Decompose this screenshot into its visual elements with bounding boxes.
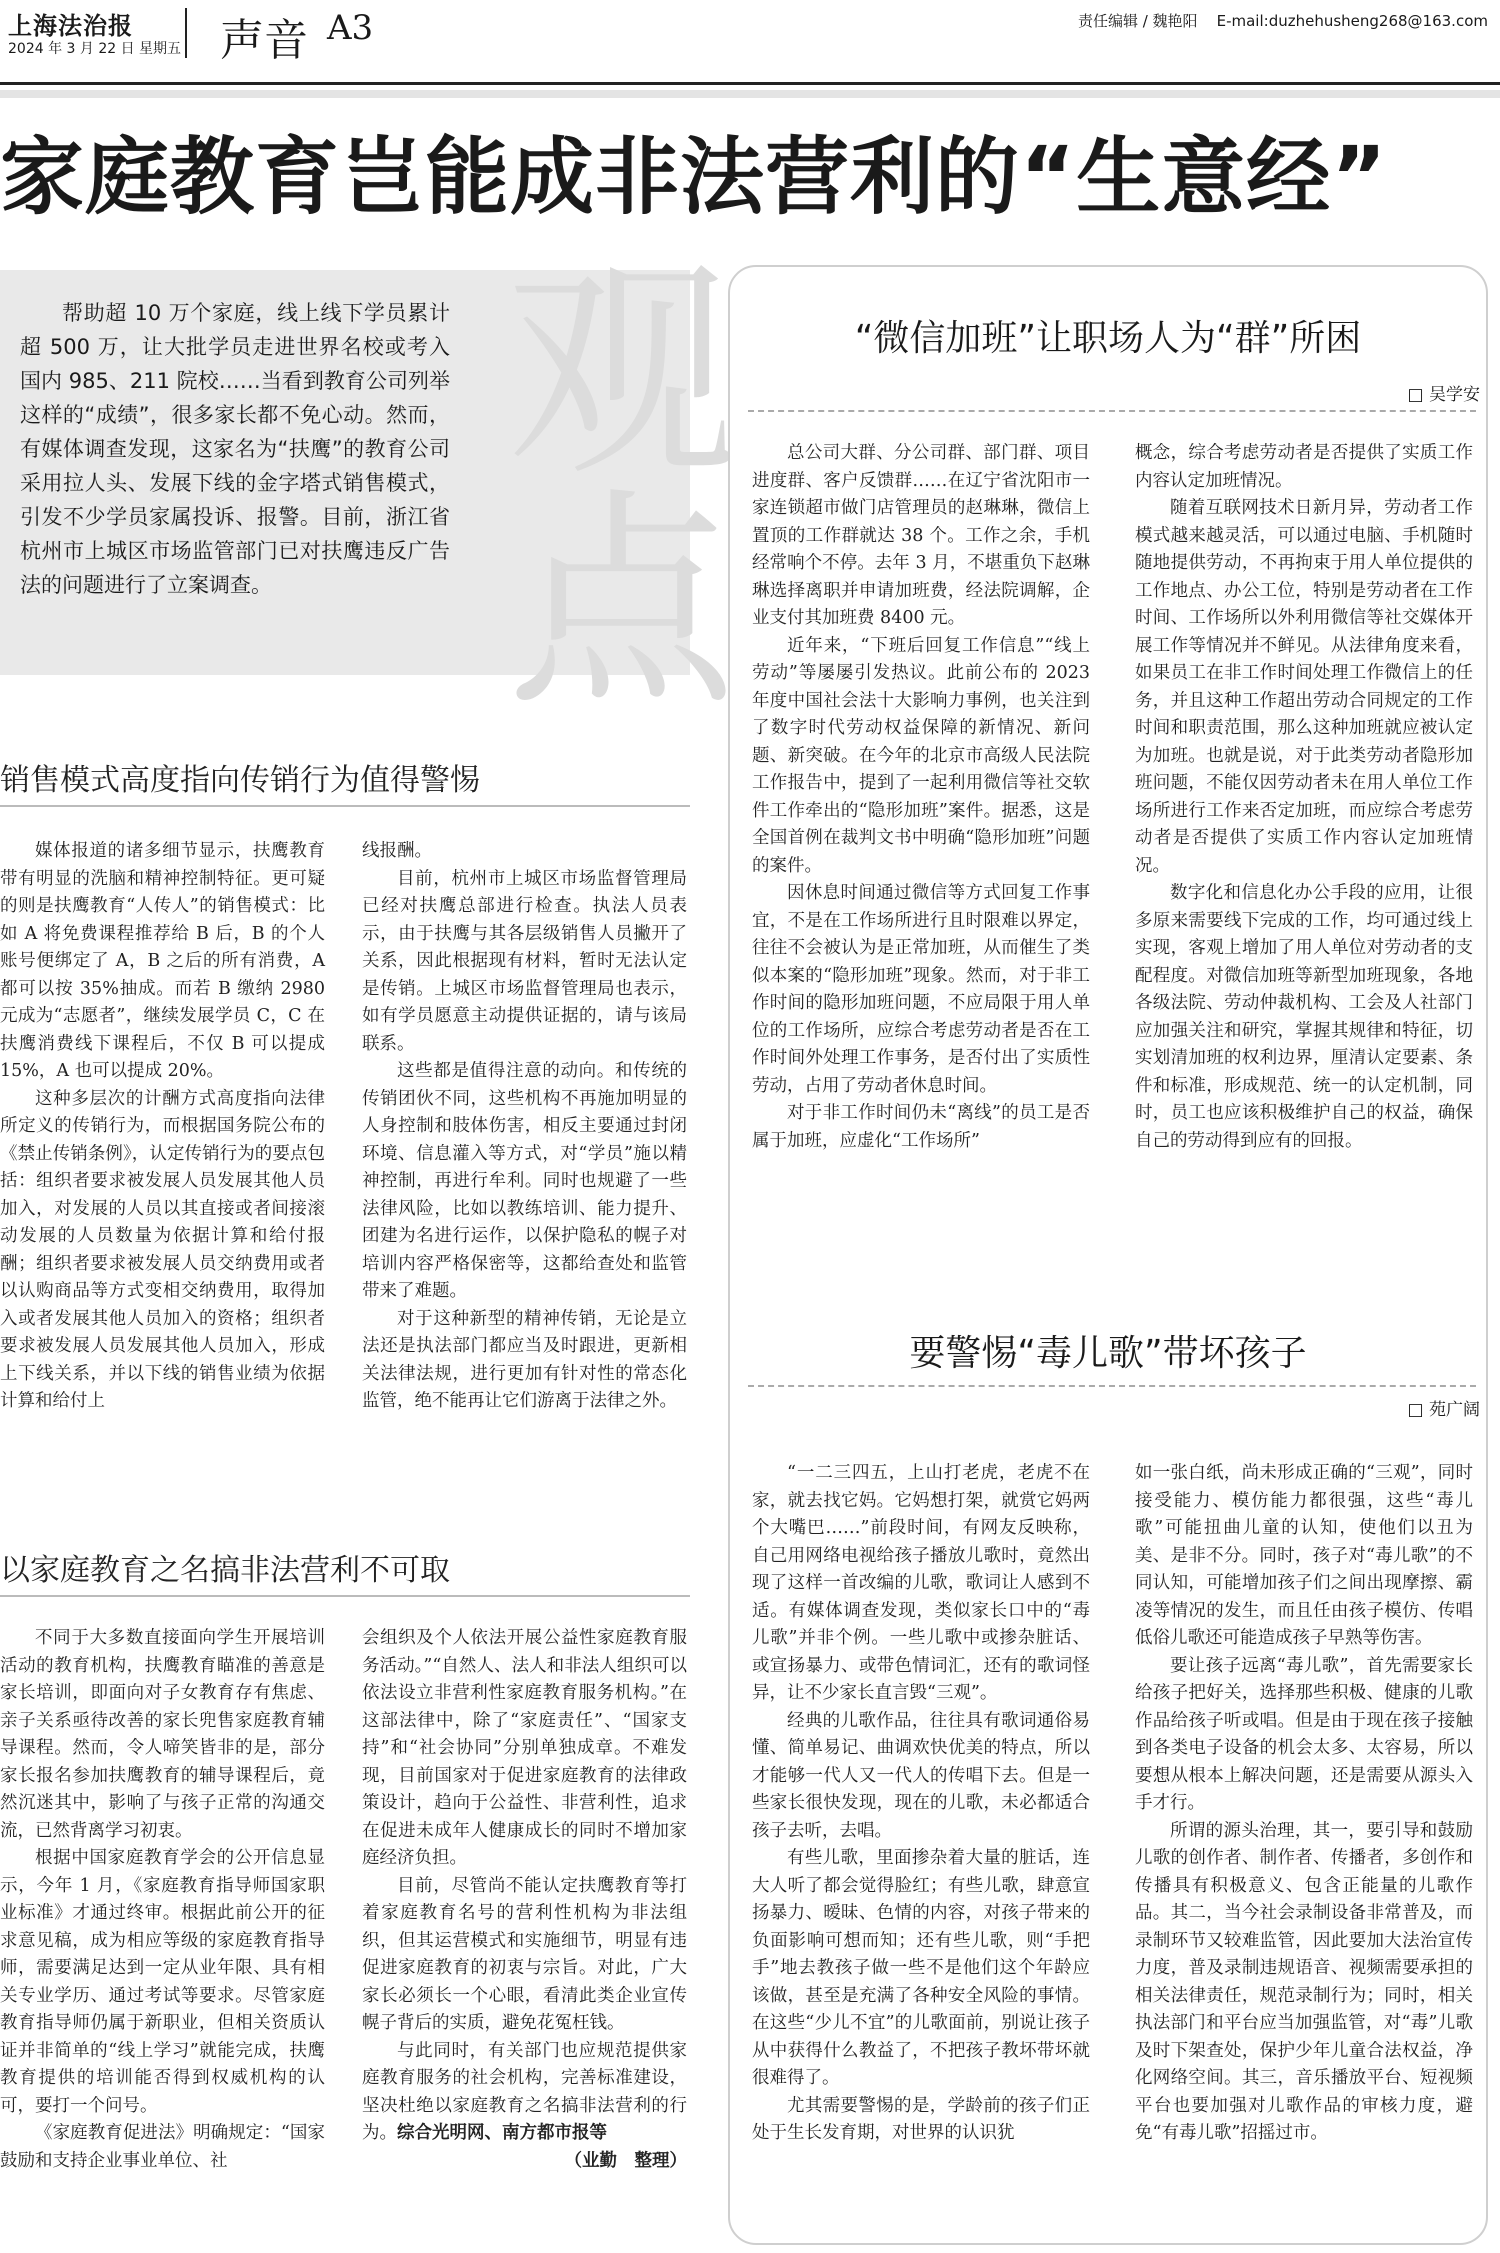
editor-info [1078, 10, 1488, 31]
box-article2-right-column [1135, 1460, 1473, 2148]
box-article1-rule [748, 410, 1476, 412]
top-band [0, 90, 1500, 98]
box-article2-byline: □ 苑广阔 [1407, 1400, 1480, 1420]
box-article2-rule [748, 1385, 1476, 1387]
paragraph: 有些儿歌，里面掺杂着大量的脏话，连大人听了都会觉得脸红；有些儿歌，肆意宣扬暴力、暧昧、色情的内容，对孩子带来的负面影响可想而知；还有些儿歌，则“手把手”地去教孩子做一些不是他们这个年龄应该做，甚至是充满了各种安全风险的事情。在这些“少儿不宜”的儿歌面前，别说让孩子从中获得什么教益了，不把孩子教坏带坏就很难得了。 [752, 1848, 1090, 2088]
paragraph: 因休息时间通过微信等方式回复工作事宜，不是在工作场所进行且时限难以界定，往往不会被认为是正常加班，从而催生了类似本案的“隐形加班”现象。然而，对于非工作时间的隐形加班问题，不应局限于用人单位的工作场所，应综合考虑劳动者是否在工作时间外处理工作事务，是否付出了实质性劳动，占用了劳动者休息时间。 [752, 883, 1090, 1096]
box-article1-byline: □ 吴学安 [1407, 385, 1480, 405]
editor-label: 责任编辑 / 魏艳阳 [1077, 12, 1198, 30]
paragraph: 根据中国家庭教育学会的公开信息显示，今年 1 月，《家庭教育指导师国家职业标准》才通过终审。根据此前公开的征求意见稿，成为相应等级的家庭教育指导师，需要满足达到一定从业年限、具有相关专业学历、通过考试等要求。尽管家庭教育指导师仍属于新职业，但相关资质认证并非简单的“线上学习”就能完成，扶鹰教育提供的培训能否得到权威机构的认可，要打一个问号。 [0, 1848, 325, 2116]
paragraph: “一二三四五，上山打老虎，老虎不在家，就去找它妈。它妈想打架，就赏它妈两个大嘴巴……”前段时间，有网友反映称，自己用网络电视给孩子播放儿歌时，竟然出现了这样一首改编的儿歌，歌词让人感到不适。有媒体调查发现，类似家长口中的“毒儿歌”并非个例。一些儿歌中或掺杂脏话、或宣扬暴力、或带色情词汇，还有的歌词怪异，让不少家长直言毁“三观”。 [752, 1463, 1090, 1703]
paragraph: 媒体报道的诸多细节显示，扶鹰教育带有明显的洗脑和精神控制特征。更可疑的则是扶鹰教育“人传人”的销售模式：比如 A 将免费课程推荐给 B 后，B 的个人账号便绑定了 A，B 之后的所有消费，A 都可以按 35%抽成。而若 B 缴纳 2980 元成为“志愿者”，继续发展学员 C，C 在扶鹰消费线下课程后，不仅 B 可以提成 15%，A 也可以提成 20%。 [0, 841, 325, 1081]
paragraph: 目前，尽管尚不能认定扶鹰教育等打着家庭教育名号的营利性机构为非法组织，但其运营模式和实施细节，明显有违促进家庭教育的初衷与宗旨。对此，广大家长必须长一个心眼，看清此类企业宣传幌子背后的实质，避免花冤枉钱。 [362, 1875, 687, 2033]
paragraph: 总公司大群、分公司群、部门群、项目进度群、客户反馈群……在辽宁省沈阳市一家连锁超市做门店管理员的赵琳琳，微信上置顶的工作群就达 38 个。工作之余，手机经常响个不停。去年 3 月，不堪重负下赵琳琳选择离职并申请加班费，经法院调解，企业支付其加班费 8400 元。 [752, 443, 1090, 628]
paragraph [362, 2038, 687, 2171]
page-headline: 家庭教育岂能成非法营利的“生意经” [0, 128, 1388, 226]
source-note: 综合光明网、南方都市报等 [397, 2123, 607, 2143]
box-article1-right-column [1135, 440, 1473, 1155]
paragraph: 要让孩子远离“毒儿歌”，首先需要家长给孩子把好关，选择那些积极、健康的儿歌作品给孩子听或唱。但是由于现在孩子接触到各类电子设备的机会太多、太容易，所以要想从根本上解决问题，还是需要从源头入手才行。 [1135, 1655, 1473, 1813]
paragraph: 随着互联网技术日新月异，劳动者工作模式越来越灵活，可以通过电脑、手机随时随地提供劳动，不再拘束于用人单位提供的工作地点、办公工位，特别是劳动者在工作时间、工作场所以外利用微信等社交媒体开展工作等情况并不鲜见。从法律角度来看，如果员工在非工作时间处理工作微信上的任务，并且这种工作超出劳动合同规定的工作时间和职责范围，那么这种加班就应被认定为加班。也就是说，对于此类劳动者隐形加班问题，不能仅因劳动者未在用人单位工作场所进行工作来否定加班，而应综合考虑劳动者是否提供了实质工作内容认定加班情况。 [1135, 498, 1473, 876]
paragraph: 会组织及个人依法开展公益性家庭教育服务活动。”“自然人、法人和非法人组织可以依法设立非营利性家庭教育服务机构。”在这部法律中，除了“家庭责任”、“国家支持”和“社会协同”分别单独成章。不难发现，目前国家对于促进家庭教育的法律政策设计，趋向于公益性、非营利性，追求在促进未成年人健康成长的同时不增加家庭经济负担。 [362, 1628, 687, 1868]
editor-email: E-mail:duzhehusheng268@163.com [1216, 12, 1488, 30]
page-number: A3 [327, 8, 374, 48]
section2-rule [0, 1595, 690, 1597]
box-article2-title: 要警惕“毒儿歌”带坏孩子 [909, 1333, 1307, 1374]
box-article2-left-column [752, 1460, 1090, 2148]
section2-title: 以家庭教育之名搞非法营利不可取 [0, 1553, 450, 1588]
compiler-credit: （业勤 整理） [564, 2150, 687, 2171]
box-article1-left-column [752, 440, 1090, 1155]
lead-paragraph: 帮助超 10 万个家庭，线上线下学员累计超 500 万，让大批学员走进世界名校或考入国内 985、211 院校……当看到教育公司列举这样的“成绩”，很多家长都不免心动。然而，有媒体调查发现，这家名为“扶鹰”的教育公司采用拉人头、发展下线的金字塔式销售模式，引发不少学员家属投诉、报警。目前，浙江省杭州市上城区市场监管部门已对扶鹰违反广告法的问题进行了立案调查。 [20, 301, 450, 597]
section1-title: 销售模式高度指向传销行为值得警惕 [0, 763, 480, 798]
section-name: 声音 [220, 15, 308, 66]
paragraph: 数字化和信息化办公手段的应用，让很多原来需要线下完成的工作，均可通过线上实现，客观上增加了用人单位对劳动者的支配程度。对微信加班等新型加班现象，各地各级法院、劳动仲裁机构、工会及人社部门应加强关注和研究，掌握其规律和特征，切实划清加班的权利边界，厘清认定要素、条件和标准，形成规范、统一的认定机制，同时，员工也应该积极维护自己的权益，确保自己的劳动得到应有的回报。 [1135, 883, 1473, 1151]
paragraph: 这种多层次的计酬方式高度指向法律所定义的传销行为，而根据国务院公布的《禁止传销条例》，认定传销行为的要点包括：组织者要求被发展人员发展其他人员加入，对发展的人员以其直接或者间接滚动发展的人员数量为依据计算和给付报酬；组织者要求被发展人员交纳费用或者以认购商品等方式变相交纳费用，取得加入或者发展其他人员加入的资格；组织者要求被发展人员发展其他人员加入，形成上下线关系，并以下线的销售业绩为依据计算和给付上 [0, 1088, 325, 1411]
paragraph: 对于非工作时间仍未“离线”的员工是否属于加班，应虚化“工作场所” [752, 1103, 1090, 1151]
paragraph: 目前，杭州市上城区市场监督管理局已经对扶鹰总部进行检查。执法人员表示，由于扶鹰与其各层级销售人员撇开了关系，因此根据现有材料，暂时无法认定是传销。上城区市场监督管理局也表示，如有学员愿意主动提供证据的，请与该局联系。 [362, 868, 687, 1054]
section2-left-column [0, 1625, 325, 2175]
paragraph: 经典的儿歌作品，往往具有歌词通俗易懂、简单易记、曲调欢快优美的特点，所以才能够一代人又一代人的传唱下去。但是一些家长很快发现，现在的儿歌，未必都适合孩子去听，去唱。 [752, 1710, 1090, 1841]
paragraph: 不同于大多数直接面向学生开展培训活动的教育机构，扶鹰教育瞄准的善意是家长培训，即面向对子女教育存有焦虑、亲子关系亟待改善的家长兜售家庭教育辅导课程。然而，令人啼笑皆非的是，部分家长报名参加扶鹰教育的辅导课程后，竟然沉迷其中，影响了与孩子正常的沟通交流，已然背离学习初衷。 [0, 1628, 325, 1841]
issue-date: 2024 年 3 月 22 日 星期五 [8, 41, 182, 57]
paragraph: 如一张白纸，尚未形成正确的“三观”，同时接受能力、模仿能力都很强，这些“毒儿歌”可能扭曲儿童的认知，使他们以丑为美、是非不分。同时，孩子对“毒儿歌”的不同认知，可能增加孩子们之间出现摩擦、霸凌等情况的发生，而且任由孩子模仿、传唱低俗儿歌还可能造成孩子早熟等伤害。 [1135, 1463, 1473, 1648]
paragraph: 这些都是值得注意的动向。和传统的传销团伙不同，这些机构不再施加明显的人身控制和肢体伤害，相反主要通过封闭环境、信息灌入等方式，对“学员”施以精神控制，再进行牟利。同时也规避了一些法律风险，比如以教练培训、能力提升、团建为名进行运作，以保护隐私的幌子对培训内容严格保密等，这都给查处和监管带来了难题。 [362, 1061, 687, 1301]
section2-right-column [362, 1625, 687, 2175]
box-article1-title: “微信加班”让职场人为“群”所困 [854, 318, 1362, 359]
paragraph: 近年来，“下班后回复工作信息”“线上劳动”等屡屡引发热议。此前公布的 2023 年度中国社会法十大影响力事例，也关注到了数字时代劳动权益保障的新情况、新问题、新突破。在今年的北京市高级人民法院工作报告中，提到了一起利用微信等社交软件工作牵出的“隐形加班”案件。据悉，这是全国首例在裁判文书中明确“隐形加班”问题的案件。 [752, 635, 1090, 876]
section1-right-column [362, 838, 687, 1416]
paragraph: 概念，综合考虑劳动者是否提供了实质工作内容认定加班情况。 [1135, 443, 1473, 491]
section1-left-column [0, 838, 325, 1416]
masthead-divider [185, 8, 187, 58]
paragraph: 所谓的源头治理，其一，要引导和鼓励儿歌的创作者、制作者、传播者，多创作和传播具有积极意义、包含正能量的儿歌作品。其二，当今社会录制设备非常普及，而录制环节又较难监管，因此要加大法治宣传力度，普及录制违规语音、视频需要承担的相关法律责任，规范录制行为；同时，相关执法部门和平台应当加强监管，对“毒”儿歌及时下架查处，保护少年儿童合法权益，净化网络空间。其三，音乐播放平台、短视频平台也要加强对儿歌作品的审核力度，避免“有毒儿歌”招摇过市。 [1135, 1820, 1473, 2143]
paragraph: 尤其需要警惕的是，学龄前的孩子们正处于生长发育期，对世界的认识犹 [752, 2095, 1090, 2143]
paragraph-text: 与此同时，有关部门也应规范提供家庭教育服务的社会机构，完善标准建设，坚决杜绝以家庭教育之名搞非法营利的行为。 [362, 2040, 687, 2143]
paragraph: 对于这种新型的精神传销，无论是立法还是执法部门都应当及时跟进，更新相关法律法规，进行更加有针对性的常态化监管，绝不能再让它们游离于法律之外。 [362, 1308, 687, 1411]
paragraph: 《家庭教育促进法》明确规定：“国家鼓励和支持企业事业单位、社 [0, 2123, 325, 2171]
newspaper-logo: 上海法治报 [8, 11, 133, 40]
section1-rule [0, 805, 690, 807]
column-watermark: 观点 [467, 250, 734, 710]
paragraph: 线报酬。 [362, 841, 432, 861]
top-rule [0, 82, 1500, 85]
